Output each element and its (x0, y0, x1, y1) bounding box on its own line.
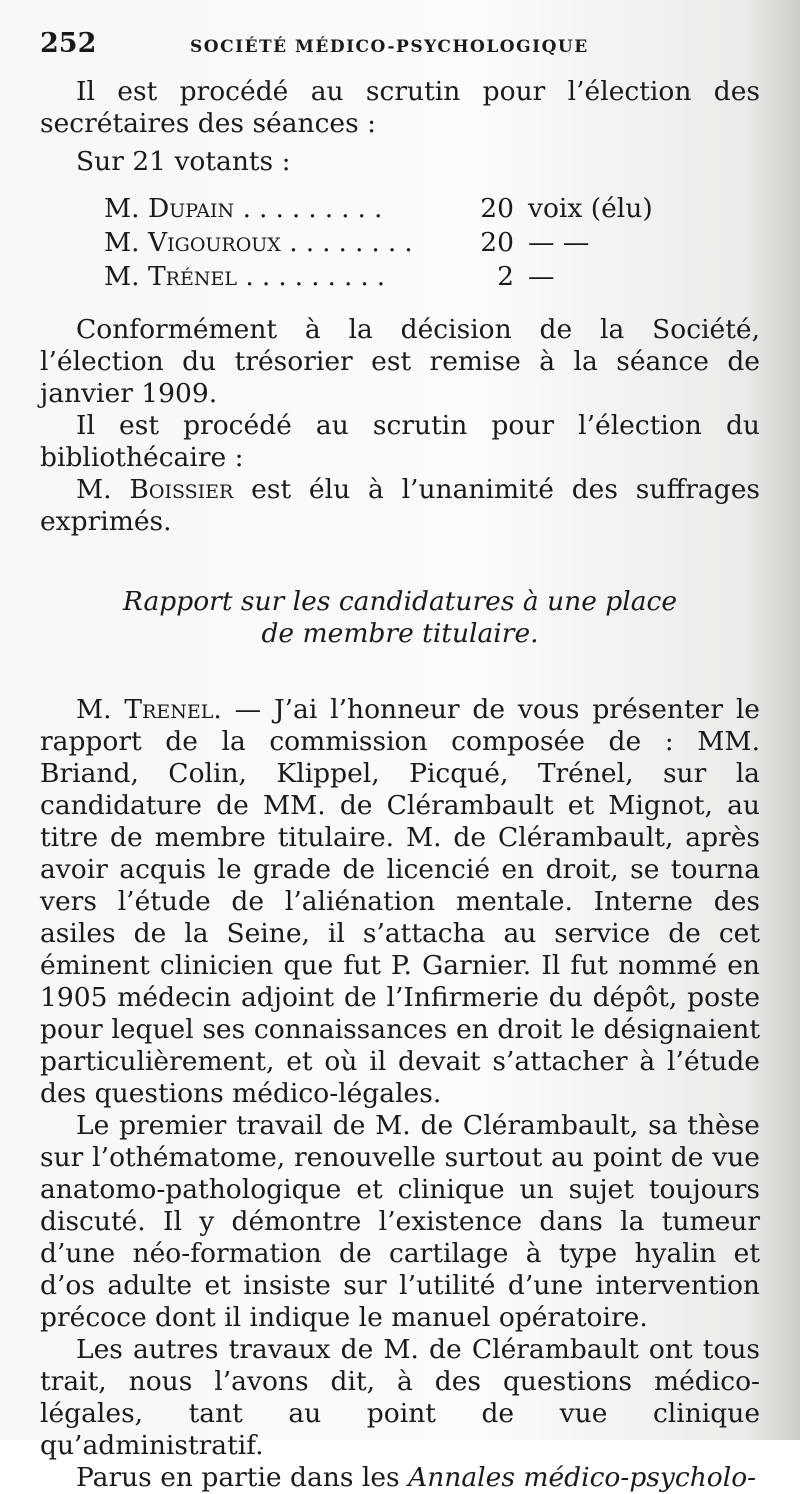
vote-count: 20 (480, 227, 514, 258)
section-title (40, 586, 760, 650)
boissier-prefix: M. (76, 474, 112, 505)
report-paragraph-2: Le premier travail de M. de Clérambault, sa thèse sur l’othématome, renouvelle surtout au point de vue anatomo-pathologique et clinique un sujet toujours discuté. Il y démontre l’existence dans la tumeur d’une néo-formation de cartilage à type hyalin et d’os adulte et insiste sur l’utilité d’une intervention précoce dont il indique le manuel opératoire. (40, 1110, 760, 1333)
vote-note: voix (élu) (528, 193, 653, 224)
vote-note: — — (528, 227, 590, 258)
paragraph-scrutin-bibliothecaire: Il est procédé au scrutin pour l’élection du bibliothécaire : (40, 410, 760, 473)
vote-dots: ......... (242, 193, 391, 224)
report-text-1: — J’ai l’honneur de vous présenter le rapport de la commission composée de : MM. Briand, Colin, Klippel, Picqué, Trénel, sur la candidature de MM. de Clérambault et Mignot, au titre de membre titulaire. M. de Clérambault, après avoir acquis le grade de licencié en droit, se tourna vers l’étude de l’aliénation mentale. Interne des asiles de la Seine, il s’attacha au service de cet éminent clinicien que fut P. Garnier. Il fut nommé en 1905 médecin adjoint de l’Infirmerie du dépôt, poste pour lequel ses connaissances en droit le désignaient particulièrement, et où il devait s’attacher à l’étude des questions médico-légales. (40, 694, 760, 1109)
journal-title: Annales médico-psycholo- (408, 1462, 757, 1493)
vote-name: Vigouroux (148, 227, 281, 258)
paragraph-tresorier: Conformément à la décision de la Société, l’élection du trésorier est remise à la séance de janvier 1909. (40, 314, 760, 409)
running-title: SOCIÉTÉ MÉDICO-PSYCHOLOGIQUE (190, 37, 589, 57)
vote-prefix: M. (104, 227, 140, 258)
vote-name: Dupain (148, 193, 235, 224)
paragraph-boissier (40, 474, 760, 538)
vote-row (104, 260, 760, 294)
section-title-line2: de membre titulaire. (261, 618, 539, 649)
report-prefix: M. (76, 694, 112, 725)
boissier-rest: est élu à l’unanimité des suffrages exprimés. (40, 474, 760, 537)
page-header (40, 28, 760, 76)
section-title-line1: Rapport sur les candidatures à une place (122, 586, 678, 617)
boissier-name: Boissier (129, 474, 234, 505)
vote-count: 20 (480, 193, 514, 224)
page-number: 252 (40, 28, 97, 59)
report-paragraph-4 (40, 1462, 760, 1494)
report-text-4: Parus en partie dans les (76, 1462, 400, 1493)
vote-count: 2 (497, 261, 514, 292)
vote-results (104, 192, 760, 294)
vote-name: Trénel (148, 261, 237, 292)
vote-dots: ......... (245, 261, 394, 292)
vote-row (104, 192, 760, 226)
paragraph-scrutin-secretaires: Il est procédé au scrutin pour l’élection des secrétaires des séances : (40, 76, 760, 139)
vote-prefix: M. (104, 193, 140, 224)
vote-prefix: M. (104, 261, 140, 292)
report-paragraph-3: Les autres travaux de M. de Clérambault ont tous trait, nous l’avons dit, à des questions médico-légales, tant au point de vue clinique qu’administratif. (40, 1334, 760, 1461)
vote-dots: ........ (289, 227, 421, 258)
report-paragraph-1 (40, 694, 760, 1110)
votants-line: Sur 21 votants : (76, 146, 291, 177)
report-speaker: Trenel. (124, 694, 222, 725)
vote-row (104, 226, 760, 260)
vote-note: — (528, 261, 555, 292)
